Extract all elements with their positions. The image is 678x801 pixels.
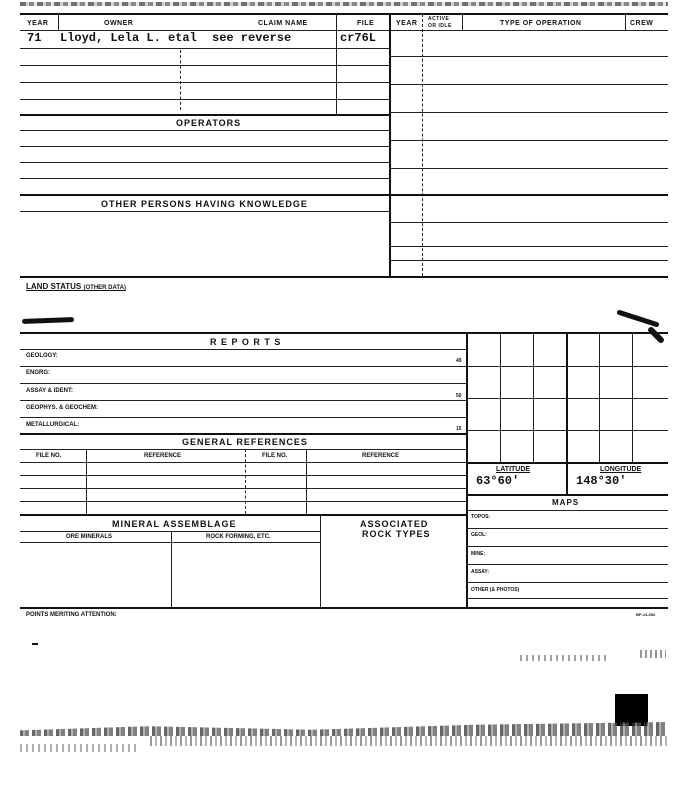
ref-divider-2 (245, 449, 246, 514)
associated-divider (320, 514, 321, 607)
ref-col-file-no: FILE NO. (36, 453, 62, 459)
rock-types-heading: ROCK TYPES (362, 529, 431, 539)
right-row-6 (389, 194, 668, 196)
land-status-label: LAND STATUS (26, 282, 82, 291)
grid-col-2 (533, 332, 534, 462)
ore-minerals-label: ORE MINERALS (66, 534, 113, 540)
col-header-owner: OWNER (104, 20, 134, 27)
mineral-assemblage-heading: MINERAL ASSEMBLAGE (112, 519, 237, 529)
maps-geol: GEOL: (471, 532, 487, 538)
report-num-1: 49 (456, 358, 462, 364)
ref-line-2 (20, 488, 466, 489)
operators-rule (20, 130, 389, 131)
maps-line-4 (466, 582, 668, 583)
col-header-type-of-operation: TYPE OF OPERATION (500, 20, 582, 27)
reports-line-3 (20, 400, 466, 401)
grid-col-3 (566, 332, 568, 494)
mineral-top-rule (20, 514, 466, 516)
operators-heading: OPERATORS (176, 118, 242, 128)
reports-rule (20, 349, 466, 350)
row-owner: Lloyd, Lela L. etal (60, 31, 197, 45)
ref-divider-3 (306, 449, 307, 514)
row-file: cr76L (340, 31, 377, 45)
grid-row-3 (466, 430, 668, 431)
top-rule (20, 13, 668, 15)
ref-divider-1 (86, 449, 87, 514)
maps-line-1 (466, 528, 668, 529)
land-status-top-rule (20, 276, 668, 278)
reports-line-1 (20, 366, 466, 367)
active-col-divider (462, 14, 463, 30)
maps-top-rule (466, 494, 668, 496)
rock-forming-label: ROCK FORMING, ETC. (206, 534, 271, 540)
scan-band-2 (150, 736, 668, 746)
right-row-1 (389, 56, 668, 57)
general-references-heading: GENERAL REFERENCES (182, 437, 308, 447)
reports-line-4 (20, 417, 466, 418)
right-row-3 (389, 112, 668, 113)
report-assay: ASSAY & IDENT: (26, 388, 74, 394)
associated-heading: ASSOCIATED (360, 519, 429, 529)
mineral-header-rule (20, 531, 320, 532)
crew-col-divider (625, 14, 626, 30)
other-persons-heading: OTHER PERSONS HAVING KNOWLEDGE (101, 199, 308, 209)
mineral-sub-rule (20, 542, 320, 543)
report-engrg: ENGRG: (26, 370, 50, 376)
operators-line-1 (20, 146, 389, 147)
grid-col-4 (599, 332, 600, 462)
black-square (615, 694, 648, 726)
reports-heading: R E P O R T S (210, 337, 282, 347)
report-num-2: 50 (456, 393, 462, 399)
row-year: 71 (27, 31, 42, 45)
other-persons-top-rule (20, 194, 389, 196)
scan-band-3 (20, 744, 140, 752)
grid-col-5 (632, 332, 633, 462)
right-row-7 (389, 222, 668, 223)
maps-line-5 (466, 598, 668, 599)
maps-line-3 (466, 564, 668, 565)
right-row-2 (389, 84, 668, 85)
operators-line-3 (20, 178, 389, 179)
maps-topos: TOPOS: (471, 514, 491, 520)
ref-line-3 (20, 501, 466, 502)
ink-mark-right (616, 309, 659, 327)
col-header-crew: CREW (630, 20, 654, 27)
right-row-9 (389, 260, 668, 261)
grid-row-2 (466, 398, 668, 399)
grid-bottom (466, 462, 668, 464)
operators-line-2 (20, 162, 389, 163)
maps-line-2 (466, 546, 668, 547)
reports-top-rule (20, 332, 668, 334)
owner-row-line-4 (20, 99, 389, 100)
row-claim-name: see reverse (212, 31, 292, 45)
owner-row-line-2 (20, 65, 389, 66)
ref-line-1 (20, 475, 466, 476)
maps-mine: MINE: (471, 551, 486, 557)
maps-assay: ASSAY: (471, 569, 490, 575)
report-metallurgical: METALLURGICAL: (26, 422, 80, 428)
ref-col-reference-2: REFERENCE (362, 453, 400, 459)
latitude-label: LATITUDE (496, 466, 531, 473)
col-header-year: YEAR (27, 20, 49, 27)
maps-heading: MAPS (552, 498, 580, 507)
maps-rule (466, 510, 668, 511)
claim-col-divider (180, 50, 181, 110)
owner-row-line-3 (20, 82, 389, 83)
points-meriting-attention: POINTS MERITING ATTENTION: (26, 612, 117, 618)
land-status-sub: (OTHER DATA) (83, 285, 126, 291)
main-vertical-divider (389, 14, 391, 276)
mineral-divider (171, 531, 172, 607)
other-persons-rule (20, 211, 389, 212)
report-num-3: 15 (456, 426, 462, 432)
ink-mark-right-2 (647, 326, 665, 344)
scan-smudge-right (520, 655, 610, 661)
ref-col-reference: REFERENCE (144, 453, 182, 459)
col-header-year-2: YEAR (396, 20, 418, 27)
right-row-8 (389, 246, 668, 247)
col-header-or-idle: OR IDLE (428, 23, 452, 29)
top-border (20, 2, 668, 6)
latitude-value: 63°60' (476, 474, 520, 488)
scan-band (20, 722, 668, 736)
right-row-5 (389, 168, 668, 169)
grid-col-1 (500, 332, 501, 462)
ink-mark-left (22, 317, 74, 324)
ref-col-file-no-2: FILE NO. (262, 453, 288, 459)
year2-col-divider (422, 14, 423, 276)
scan-dot (32, 643, 38, 645)
owner-col-divider (58, 14, 59, 30)
col-header-claim-name: CLAIM NAME (258, 20, 308, 27)
scan-smudge-right-2 (640, 650, 666, 658)
grid-left-border (466, 332, 468, 607)
report-geophys: GEOPHYS. & GEOCHEM: (26, 405, 99, 411)
grid-row-1 (466, 366, 668, 367)
longitude-label: LONGITUDE (600, 466, 642, 473)
reports-line-2 (20, 383, 466, 384)
form-code: BP-14-052 (636, 612, 656, 617)
longitude-value: 148°30' (576, 474, 627, 488)
owner-row-line-1 (20, 48, 389, 49)
col-header-file: FILE (357, 20, 375, 27)
bottom-section-rule (20, 607, 668, 609)
col-header-active: ACTIVE (428, 16, 450, 22)
general-references-top-rule (20, 433, 466, 435)
maps-other: OTHER (& PHOTOS) (471, 587, 520, 593)
operators-top-rule (20, 114, 389, 116)
land-status-heading (26, 282, 126, 291)
right-row-4 (389, 140, 668, 141)
report-geology: GEOLOGY: (26, 353, 58, 359)
